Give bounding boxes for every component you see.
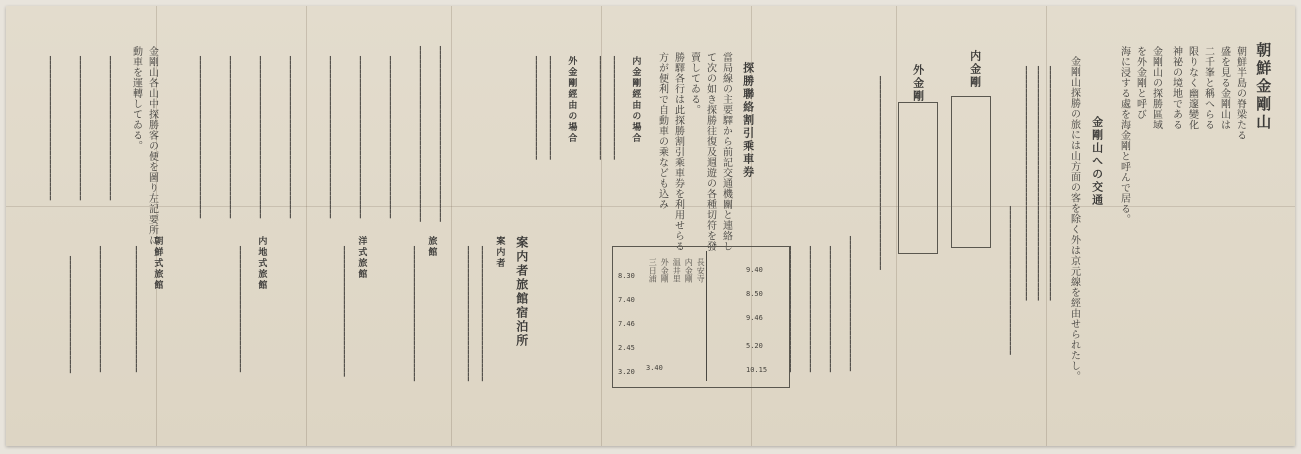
route-station: 内金剛 [684,258,694,283]
intro-line: 盛を見る金剛山は [1218,46,1230,130]
brochure-sheet [6,6,1295,446]
timetable-cell: 9.40 [746,266,763,274]
detail-text: ━━━━━━━━━━━━━━━━━━━━━━━━━━━━━━━━━━━━ [356,56,365,219]
discount-line: 當局線の主要驛から前記交通機關と連絡し [720,52,732,252]
korean-hotel-heading: 朝鮮式旅館 [152,236,163,291]
detail-text: ━━━━━━━━━━━━━━━━━━━━━━━━━━━━━━━━━━━━━━━━━━━━━━━━━━━━ [1022,66,1031,301]
bus-note: 金剛山各山中探勝客の便を圖り左記要所に [146,46,158,246]
intro-line: を外金剛と呼び [1134,46,1146,120]
detail-text: ━━━━━━━━━━━━━━━━━━━━━━━━━━━━━━ [846,236,855,372]
detail-text: ━━━━━━━━━━━━━━━━━━━━━━━━━━━━━━━━━━━━ [196,56,205,219]
timetable-cell: 8.30 [618,272,635,280]
timetable-cell: 10.15 [746,366,768,374]
outer-via-title: 外金剛經由の場合 [566,56,577,144]
detail-text: ━━━━━━━━━━━━━━━━━━━━━━━━━━━━━━ [464,246,473,382]
detail-text: ━━━━━━━━━━━━━━━━━━━━━━━━━━━━━━━━━━━━ [286,56,295,219]
detail-text: ━━━━━━━━━━━━━━━━━━━━━━━━━━━━━━━━ [46,56,55,201]
inland-hotel-heading: 内地式旅館 [256,236,267,291]
detail-text: ━━━━━━━━━━━━━━━━━━━━━━━ [532,56,541,160]
timetable-cell: 2.45 [618,344,635,352]
detail-text: ━━━━━━━━━━━━━━━━━━━━━━━━━━━━━━━━━━━━━━━ [436,46,445,223]
intro-line: 朝鮮半島の脊梁たる [1234,46,1246,141]
fare-text: ━━━━━━━━━━━━━━━━━━━━━━━━━━━━━━━━━━━━━━━━━━━ [876,76,885,271]
timetable-cell: 9.46 [746,314,763,322]
detail-text: ━━━━━━━━━━━━━━━━━━━━━━━━━━━━━━ [410,246,419,382]
detail-text: ━━━━━━━━━━━━━━━━━━━━━━━━━━━━━━━━━━━━━━━━━━━━━━━━━━━━ [1046,66,1055,301]
route-station: 温井里 [672,258,682,283]
guide-heading: 案内者 [494,236,505,269]
detail-text: ━━━━━━━━━━━━━━━━━━━━━━━━━━━━ [786,246,795,373]
detail-text: ━━━━━━━━━━━━━━━━━━━━━━━━━━━━━━ [478,246,487,382]
detail-text: ━━━━━━━━━━━━━━━━━━━━━━━━━━━━ [96,246,105,373]
timetable-cell: 5.20 [746,342,763,350]
inner-kongo-label: 内金剛 [968,50,982,89]
document-title: 朝鮮金剛山 [1254,42,1273,132]
route-station: 外金剛 [660,258,670,283]
intro-line: 神祕の境地である [1170,46,1182,130]
detail-text: ━━━━━━━━━━━━━━━━━━━━━━━━━━━━ [132,246,141,373]
access-text: 金剛山探勝の旅には山方面の客を除く外は京元線を經由せられたし。 [1068,56,1080,382]
timetable-cell: 3.40 [646,364,663,372]
detail-text: ━━━━━━━━━━━━━━━━━━━━━━━━━━━━━━━━━━━━━━━━━━━━━━━━━━━━ [1034,66,1043,301]
detail-text: ━━━━━━━━━━━━━━━━━━━━━━━━━━━━━━━━━━━━ [226,56,235,219]
access-title: 金剛山への交通 [1090,116,1104,207]
detail-text: ━━━━━━━━━━━━━━━━━━━━━━━━━━━━━━━━━━━━ [256,56,265,219]
detail-text: ━━━━━━━━━━━━━━━━━━━━━━━━━━━━━━━━━━━━━━━ [416,46,425,223]
inner-via-title: 内金剛經由の場合 [630,56,641,144]
outer-kongo-label: 外金剛 [911,64,925,103]
detail-text: ━━━━━━━━━━━━━━━━━━━━━━━ [596,56,605,160]
detail-text: ━━━━━━━━━━━━━━━━━━━━━━━━━━━━ [806,246,815,373]
detail-text: ━━━━━━━━━━━━━━━━━━━━━━━━━━━━━━━━ [106,56,115,201]
route-box [951,96,991,248]
intro-line: 二千峯と稱へらる [1202,46,1214,130]
route-station: 長安寺 [696,258,706,283]
fold-line [896,6,897,446]
detail-text: ━━━━━━━━━━━━━━━━━━━━━━━━━━━━━━━━ [76,56,85,201]
detail-text: ━━━━━━━━━━━━━━━━━━━━━━━━━━━━━━━━━━━━ [386,56,395,219]
fold-line [451,6,452,446]
detail-text: ━━━━━━━━━━━━━━━━━━━━━━━━━━━━━ [340,246,349,377]
detail-text: ━━━━━━━━━━━━━━━━━━━━━━━━━━ [66,256,75,374]
fare-text: ━━━━━━━━━━━━━━━━━━━━━━━━━━━━━━━━━ [1006,206,1015,355]
timetable-cell: 7.46 [618,320,635,328]
hotel-heading: 旅館 [426,236,437,258]
discount-line: 方が便利で自動車の乘なども込み [656,52,668,210]
discount-line: て次の如き探勝往復及週遊の各種切符を發 [704,52,716,252]
detail-text: ━━━━━━━━━━━━━━━━━━━━━━━━━━━━━━━━━━━━ [326,56,335,219]
timetable-cell: 7.40 [618,296,635,304]
guide-title: 案内者旅館宿泊所 [514,236,529,348]
intro-line: 金剛山の探勝區域 [1150,46,1162,130]
western-hotel-heading: 洋式旅館 [356,236,367,280]
route-box [898,102,938,254]
detail-text: ━━━━━━━━━━━━━━━━━━━━━━━━━━━━ [826,246,835,373]
timetable-cell: 8.50 [746,290,763,298]
intro-line: 限りなく幽邃變化 [1186,46,1198,130]
discount-title: 探勝聯絡割引乘車券 [741,62,755,179]
intro-line: 海に浸する處を海金剛と呼んで居る。 [1118,46,1130,225]
fold-line [306,6,307,446]
timetable-divider [706,251,707,381]
route-station: 三日浦 [648,258,658,283]
bus-note: 動車を運轉してゐる。 [130,46,142,151]
timetable-cell: 3.20 [618,368,635,376]
discount-line: 勝驛各行は此探勝割引乘車券を利用せらる [672,52,684,252]
detail-text: ━━━━━━━━━━━━━━━━━━━━━━━ [610,56,619,160]
detail-text: ━━━━━━━━━━━━━━━━━━━━━━━ [546,56,555,160]
detail-text: ━━━━━━━━━━━━━━━━━━━━━━━━━━━━ [236,246,245,373]
discount-line: 賣してゐる。 [688,52,700,115]
